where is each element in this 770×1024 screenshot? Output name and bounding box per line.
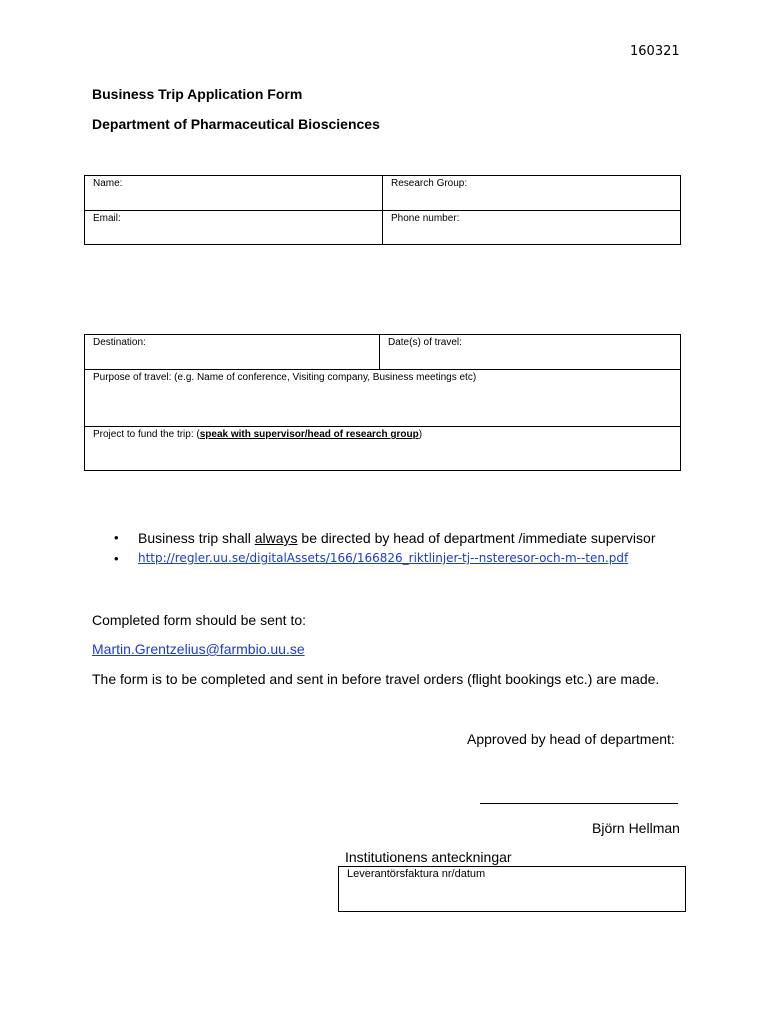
project-field[interactable]	[85, 427, 680, 470]
invoice-field[interactable]	[338, 866, 686, 912]
destination-field[interactable]	[85, 335, 379, 369]
trip-table	[84, 334, 681, 471]
dates-label: Date(s) of travel:	[388, 337, 462, 348]
project-label: Project to fund the trip: (speak with supervisor/head of research group)	[93, 429, 423, 440]
purpose-field[interactable]	[85, 370, 680, 426]
department-name: Department of Pharmaceutical Biosciences	[92, 116, 380, 132]
email-field[interactable]	[85, 211, 382, 244]
invoice-label: Leverantörsfaktura nr/datum	[347, 868, 486, 880]
bullet-icon: •	[114, 551, 119, 566]
name-field[interactable]	[85, 176, 382, 210]
instructions-text: The form is to be completed and sent in before travel orders (flight bookings etc.) are made.	[92, 671, 660, 687]
phone-label: Phone number:	[391, 213, 460, 224]
bullet-text: Business trip shall always be directed by head of department /immediate supervisor	[138, 530, 656, 546]
destination-label: Destination:	[93, 337, 146, 348]
always-emphasis: always	[254, 530, 298, 546]
form-title: Business Trip Application Form	[92, 86, 303, 102]
dates-field[interactable]	[380, 335, 680, 369]
document-number: 160321	[630, 44, 680, 59]
approved-label: Approved by head of department:	[467, 731, 675, 747]
phone-field[interactable]	[383, 211, 680, 244]
project-label-emphasis: speak with supervisor/head of research group	[199, 429, 419, 440]
signature-line[interactable]	[480, 803, 678, 804]
guidelines-link[interactable]: http://regler.uu.se/digitalAssets/166/166826_riktlinjer-tj--nsteresor-och-m--ten.pdf	[138, 551, 629, 565]
name-label: Name:	[93, 178, 123, 189]
email-label: Email:	[93, 213, 121, 224]
bullet-icon: •	[114, 530, 119, 545]
sent-to-label: Completed form should be sent to:	[92, 612, 307, 628]
research-group-field[interactable]	[383, 176, 680, 210]
contact-email-link[interactable]: Martin.Grentzelius@farmbio.uu.se	[92, 641, 305, 657]
contact-table	[84, 175, 681, 245]
approver-name: Björn Hellman	[592, 820, 680, 836]
research-group-label: Research Group:	[391, 178, 468, 189]
institution-notes-heading: Institutionens anteckningar	[345, 849, 512, 865]
purpose-label: Purpose of travel: (e.g. Name of conference, Visiting company, Business meetings etc)	[93, 372, 477, 383]
